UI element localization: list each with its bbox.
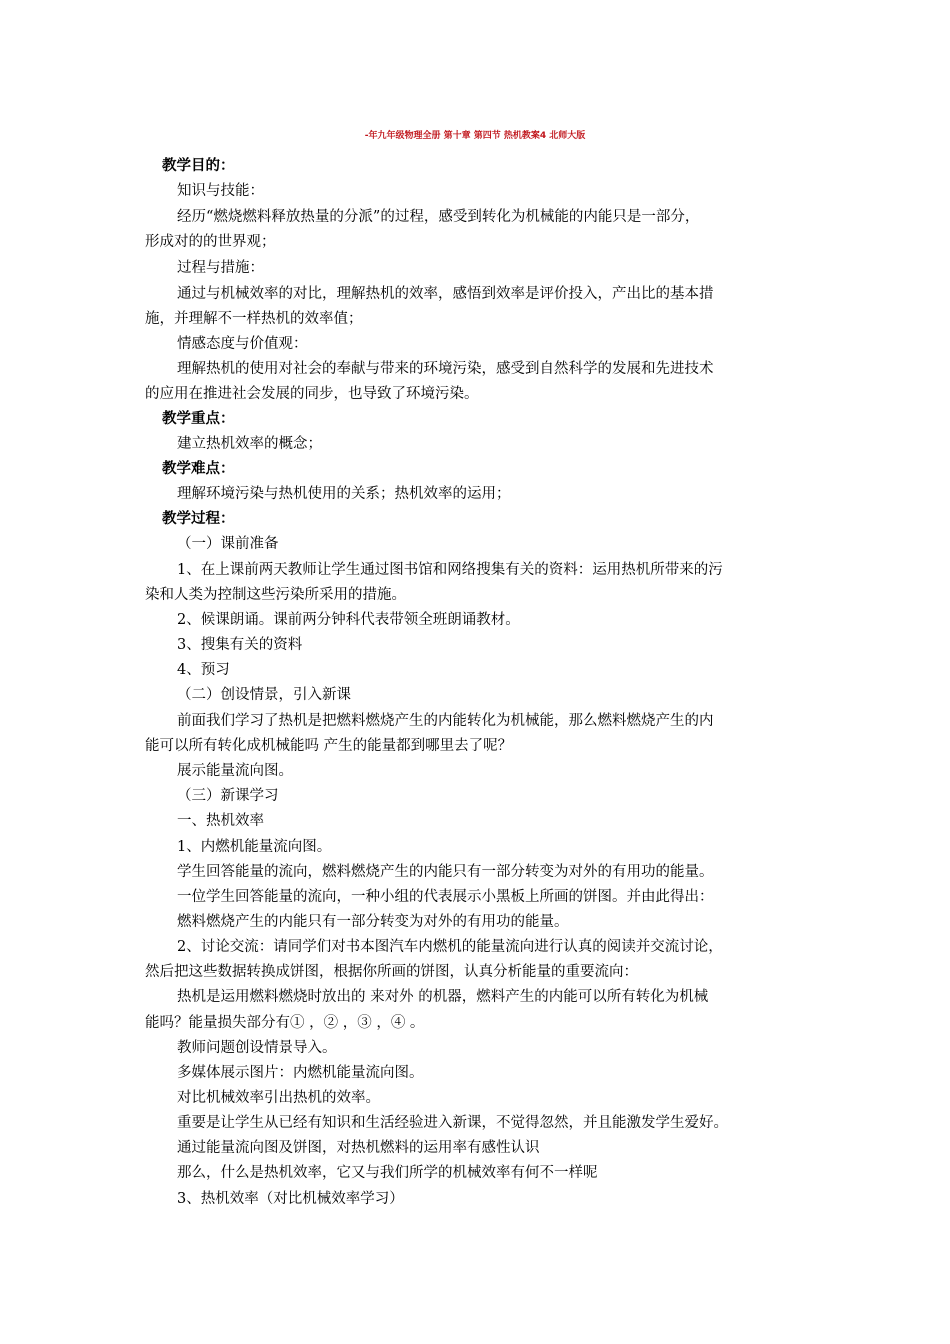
- paragraph-line: 前面我们学习了热机是把燃料燃烧产生的内能转化为机械能，那么燃料燃烧产生的内: [177, 713, 714, 729]
- paragraph-line: （三）新课学习: [177, 788, 279, 804]
- heading-difficulties: 教学难点：: [162, 461, 235, 477]
- heading-teaching-goals: 教学目的：: [162, 158, 235, 174]
- paragraph-line: 然后把这些数据转换成饼图，根据你所画的饼图，认真分析能量的重要流向：: [145, 964, 638, 980]
- paragraph-line: 形成对的的世界观；: [145, 234, 276, 250]
- paragraph-line: 知识与技能：: [177, 183, 264, 199]
- heading-key-points: 教学重点：: [162, 411, 235, 427]
- paragraph-line: 通过能量流向图及饼图，对热机燃料的运用率有感性认识: [177, 1140, 540, 1156]
- paragraph-line: 学生回答能量的流向，燃料燃烧产生的内能只有一部分转变为对外的有用功的能量。: [177, 864, 714, 880]
- paragraph-line: 对比机械效率引出热机的效率。: [177, 1090, 380, 1106]
- paragraph-line: 的应用在推进社会发展的同步，也导致了环境污染。: [145, 386, 479, 402]
- paragraph-line: 经历“燃烧燃料释放热量的分派”的过程，感受到转化为机械能的内能只是一部分，: [177, 209, 700, 225]
- paragraph-line: 理解热机的使用对社会的奉献与带来的环境污染，感受到自然科学的发展和先进技术: [177, 361, 714, 377]
- paragraph-line: 理解环境污染与热机使用的关系；热机效率的运用；: [177, 486, 511, 502]
- paragraph-line: 教师问题创设情景导入。: [177, 1040, 337, 1056]
- paragraph-line: 2、候课朗诵。课前两分钟科代表带领全班朗诵教材。: [177, 612, 520, 628]
- paragraph-line: 热机是运用燃料燃烧时放出的 来对外 的机器，燃料产生的内能可以所有转化为机械: [177, 989, 709, 1005]
- paragraph-line: 1、内燃机能量流向图。: [177, 839, 332, 855]
- paragraph-line: 染和人类为控制这些污染所采用的措施。: [145, 587, 406, 603]
- paragraph-line: 那么，什么是热机效率，它又与我们所学的机械效率有何不一样呢: [177, 1165, 598, 1181]
- paragraph-line: 燃料燃烧产生的内能只有一部分转变为对外的有用功的能量。: [177, 914, 569, 930]
- document-title: -年九年级物理全册 第十章 第四节 热机教案4 北师大版: [364, 131, 586, 141]
- paragraph-line: 能吗？能量损失部分有① ，② ，③ ，④ 。: [145, 1015, 425, 1031]
- paragraph-line: 情感态度与价值观：: [177, 336, 308, 352]
- paragraph-line: 2、讨论交流：请同学们对书本图汽车内燃机的能量流向进行认真的阅读并交流讨论，: [177, 939, 723, 955]
- heading-teaching-process: 教学过程：: [162, 511, 235, 527]
- paragraph-line: （二）创设情景，引入新课: [177, 687, 351, 703]
- paragraph-line: 多媒体展示图片：内燃机能量流向图。: [177, 1065, 424, 1081]
- paragraph-line: 通过与机械效率的对比，理解热机的效率，感悟到效率是评价投入，产出比的基本措: [177, 286, 714, 302]
- paragraph-line: 4、预习: [177, 662, 230, 678]
- paragraph-line: 1、在上课前两天教师让学生通过图书馆和网络搜集有关的资料：运用热机所带来的污: [177, 562, 723, 578]
- paragraph-line: 施，并理解不一样热机的效率值；: [145, 311, 363, 327]
- paragraph-line: 一、热机效率: [177, 813, 264, 829]
- paragraph-line: 一位学生回答能量的流向，一种小组的代表展示小黑板上所画的饼图。并由此得出：: [177, 889, 714, 905]
- paragraph-line: 3、热机效率（对比机械效率学习）: [177, 1191, 404, 1207]
- paragraph-line: 3、搜集有关的资料: [177, 637, 303, 653]
- paragraph-line: （一）课前准备: [177, 536, 279, 552]
- paragraph-line: 能可以所有转化成机械能吗 产生的能量都到哪里去了呢？: [145, 738, 513, 754]
- paragraph-line: 过程与措施：: [177, 260, 264, 276]
- paragraph-line: 建立热机效率的概念；: [177, 436, 322, 452]
- paragraph-line: 展示能量流向图。: [177, 763, 293, 779]
- paragraph-line: 重要是让学生从已经有知识和生活经验进入新课，不觉得忽然，并且能激发学生爱好。: [177, 1115, 728, 1131]
